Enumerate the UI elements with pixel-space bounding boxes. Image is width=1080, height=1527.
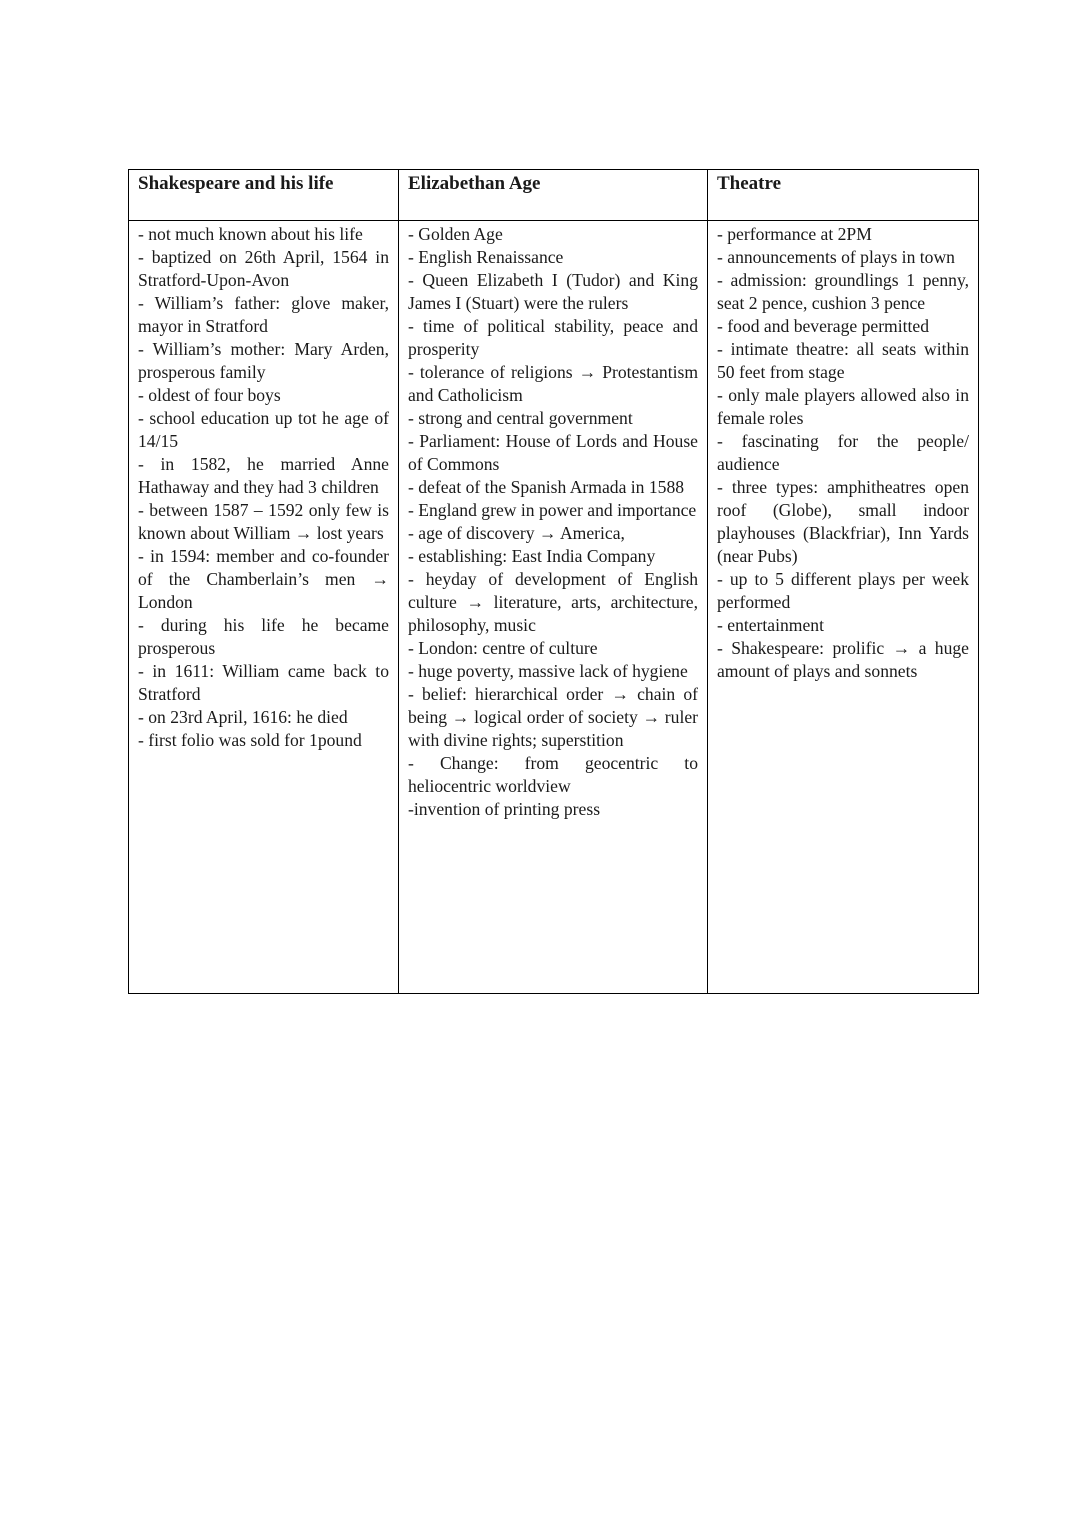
list-item: - William’s mother: Mary Arden, prosperous family: [138, 339, 389, 382]
list-item: - up to 5 different plays per week performed: [717, 569, 969, 612]
list-item: - oldest of four boys: [138, 385, 281, 405]
column-shakespeare: [129, 221, 399, 994]
list-item: - Change: from geocentric to heliocentric worldview: [408, 753, 698, 796]
list-item: - entertainment: [717, 615, 824, 635]
content-row: [129, 221, 979, 994]
header-elizabethan-age: Elizabethan Age: [399, 170, 708, 221]
list-item: - in 1582, he married Anne Hathaway and they had 3 children: [138, 454, 389, 497]
list-item: - Shakespeare: prolific → a huge amount of plays and sonnets: [717, 638, 969, 681]
header-theatre: Theatre: [708, 170, 979, 221]
list-item: - between 1587 – 1592 only few is known about William → lost years: [138, 500, 389, 543]
list-item: - tolerance of religions → Protestantism and Catholicism: [408, 362, 698, 405]
list-item: - during his life he became prosperous: [138, 615, 389, 658]
list-item: - not much known about his life: [138, 224, 363, 244]
list-item: - intimate theatre: all seats within 50 feet from stage: [717, 339, 969, 382]
list-item: - belief: hierarchical order → chain of being → logical order of society → ruler with divine rights; superstition: [408, 684, 698, 750]
list-item: - heyday of development of English culture → literature, arts, architecture, philosophy, music: [408, 569, 698, 635]
list-item: -invention of printing press: [408, 799, 601, 819]
header-row: [129, 170, 979, 221]
list-item: - food and beverage permitted: [717, 316, 930, 336]
list-item: - defeat of the Spanish Armada in 1588: [408, 477, 685, 497]
list-item: - establishing: East India Company: [408, 546, 656, 566]
list-item: - time of political stability, peace and prosperity: [408, 316, 698, 359]
list-item: - William’s father: glove maker, mayor in Stratford: [138, 293, 389, 336]
list-item: - Parliament: House of Lords and House of Commons: [408, 431, 698, 474]
list-item: - baptized on 26th April, 1564 in Stratford-Upon-Avon: [138, 247, 389, 290]
list-item: - huge poverty, massive lack of hygiene: [408, 661, 688, 681]
list-item: - age of discovery → America,: [408, 523, 625, 543]
list-item: - London: centre of culture: [408, 638, 598, 658]
list-item: - English Renaissance: [408, 247, 564, 267]
list-item: - strong and central government: [408, 408, 633, 428]
list-item: - on 23rd April, 1616: he died: [138, 707, 348, 727]
list-item: - performance at 2PM: [717, 224, 872, 244]
column-theatre: [708, 221, 979, 994]
list-item: - announcements of plays in town: [717, 247, 955, 267]
list-item: - school education up tot he age of 14/15: [138, 408, 389, 451]
list-item: - Golden Age: [408, 224, 503, 244]
list-item: - in 1611: William came back to Stratford: [138, 661, 389, 704]
header-shakespeare: Shakespeare and his life: [129, 170, 399, 221]
list-item: - only male players allowed also in female roles: [717, 385, 969, 428]
list-item: - England grew in power and importance: [408, 500, 697, 520]
list-item: - in 1594: member and co-founder of the Chamberlain’s men → London: [138, 546, 389, 612]
list-item: - fascinating for the people/ audience: [717, 431, 969, 474]
list-item: - three types: amphitheatres open roof (Globe), small indoor playhouses (Blackfriar), Inn Yards (near Pubs): [717, 477, 969, 566]
column-elizabethan-age: [399, 221, 708, 994]
list-item: - Queen Elizabeth I (Tudor) and King James I (Stuart) were the rulers: [408, 270, 698, 313]
list-item: - first folio was sold for 1pound: [138, 730, 362, 750]
notes-table: [128, 169, 979, 994]
list-item: - admission: groundlings 1 penny, seat 2 pence, cushion 3 pence: [717, 270, 969, 313]
